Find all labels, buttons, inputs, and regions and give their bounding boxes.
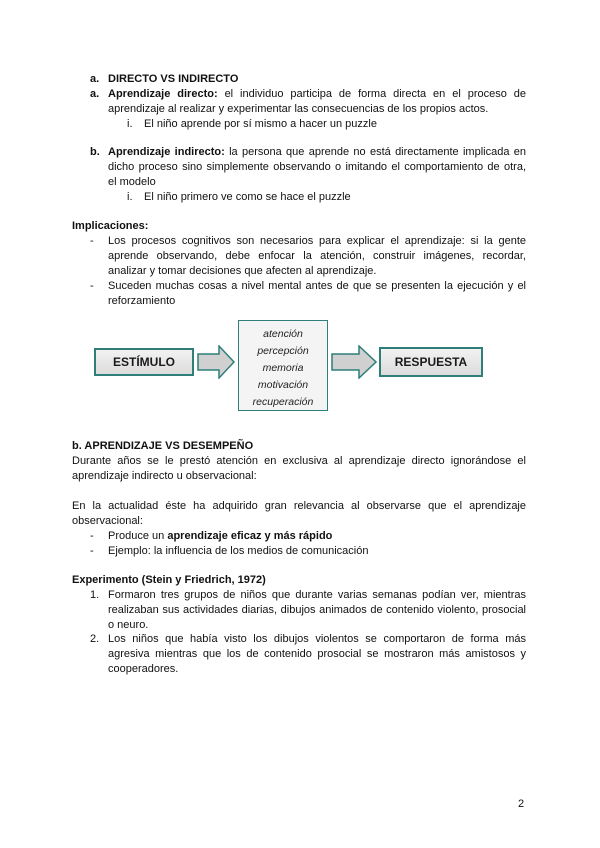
sec-b-p1-line1: Durante años se le prestó atención en exclusiva al aprendizaje directo ignorándose el [72,455,526,467]
exp-item-2-line1: Los niños que había visto los dibujos violentos se comportaron de forma más [108,633,526,645]
sec-b-p2-line2: observacional: [72,515,143,527]
sec-b-p1 [72,454,526,484]
sec-b-item-1-bold: aprendizaje eficaz y más rápido [167,530,333,542]
sec-b-item-1 [108,529,332,544]
impl-item-2 [108,279,526,309]
item-b-text [108,145,526,190]
sec-b-p1-line2: aprendizaje indirecto u observacional: [72,470,257,482]
item-b-line3: el modelo [108,176,156,188]
item-a-line1: el individuo participa de forma directa en el proceso de [224,88,526,100]
cognitive-processes-box [238,320,328,411]
impl-item-1-line1: Los procesos cognitivos son necesarios para explicar el aprendizaje: si la gente [108,235,526,247]
item-a-sub-marker: i. [127,118,133,130]
impl-bullet-1: - [90,235,94,247]
sec-b-bullet-2: - [90,545,94,557]
sec-a-heading: DIRECTO VS INDIRECTO [108,73,239,85]
item-b-marker: b. [90,146,100,158]
sec-b-item-2: Ejemplo: la influencia de los medios de comunicación [108,545,369,557]
impl-bullet-2: - [90,280,94,292]
exp-item-2-marker: 2. [90,633,100,645]
exp-item-1-line1: Formaron tres grupos de niños que durante varias semanas podían ver, mientras [108,589,526,601]
impl-item-1-line2: aprende observando, debe enfocar la atención, construir imágenes, recordar, [108,250,526,262]
exp-item-2-line2: agresiva mientras que los de contenido prosocial se mostraron más amistosos y [108,648,526,660]
process-item: percepción [257,345,309,357]
sec-a-heading-marker: a. [90,73,100,85]
sec-b-item-1-prefix: Produce un [108,530,168,542]
item-a-marker: a. [90,88,100,100]
sec-b-bullet-1: - [90,530,94,542]
arrow-right-icon [197,345,235,379]
exp-item-1-line2: realizaban sus actividades diarias, dibujos animados de contenido violento, prosocial [108,604,526,616]
implicaciones-heading: Implicaciones: [72,220,149,232]
process-item: memoria [262,362,304,374]
item-b-line1: la persona que aprende no está directamente implicada en [229,146,526,158]
estimulo-box: ESTÍMULO [94,348,194,376]
item-a-term: Aprendizaje directo: [108,88,218,100]
item-a-text [108,87,526,117]
item-a-line2: aprendizaje al realizar y experimentar las consecuencias de los propios actos. [108,103,489,115]
impl-item-2-line1: Suceden muchas cosas a nivel mental antes de que se presenten la ejecución y el [108,280,526,292]
impl-item-1 [108,234,526,279]
item-b-sub-marker: i. [127,191,133,203]
exp-item-2-line3: cooperadores. [108,663,179,675]
impl-item-1-line3: analizar y tomar decisiones que afecten al aprendizaje. [108,265,377,277]
exp-item-2 [108,632,526,677]
impl-item-2-line2: reforzamiento [108,295,176,307]
process-item: recuperación [252,396,314,408]
item-b-sub-text: El niño primero ve como se hace el puzzle [144,191,351,203]
sec-b-heading: b. APRENDIZAJE VS DESEMPEÑO [72,440,254,452]
exp-item-1-line3: o neuro. [108,619,149,631]
item-a-sub-text: El niño aprende por sí mismo a hacer un puzzle [144,118,377,130]
process-item: motivación [257,379,309,391]
item-b-line2: dicho proceso sino simplemente observando o imitando el comportamiento de otra, [108,161,526,173]
item-b-term: Aprendizaje indirecto: [108,146,225,158]
experimento-heading: Experimento (Stein y Friedrich, 1972) [72,574,266,586]
exp-item-1 [108,588,526,633]
respuesta-box: RESPUESTA [379,347,483,377]
arrow-right-icon [331,345,377,379]
sec-b-p2-line1: En la actualidad éste ha adquirido gran relevancia al observarse que el aprendizaje [72,500,526,512]
exp-item-1-marker: 1. [90,589,100,601]
page-number: 2 [518,798,525,810]
process-item: atención [263,328,303,340]
sec-b-p2 [72,499,526,529]
